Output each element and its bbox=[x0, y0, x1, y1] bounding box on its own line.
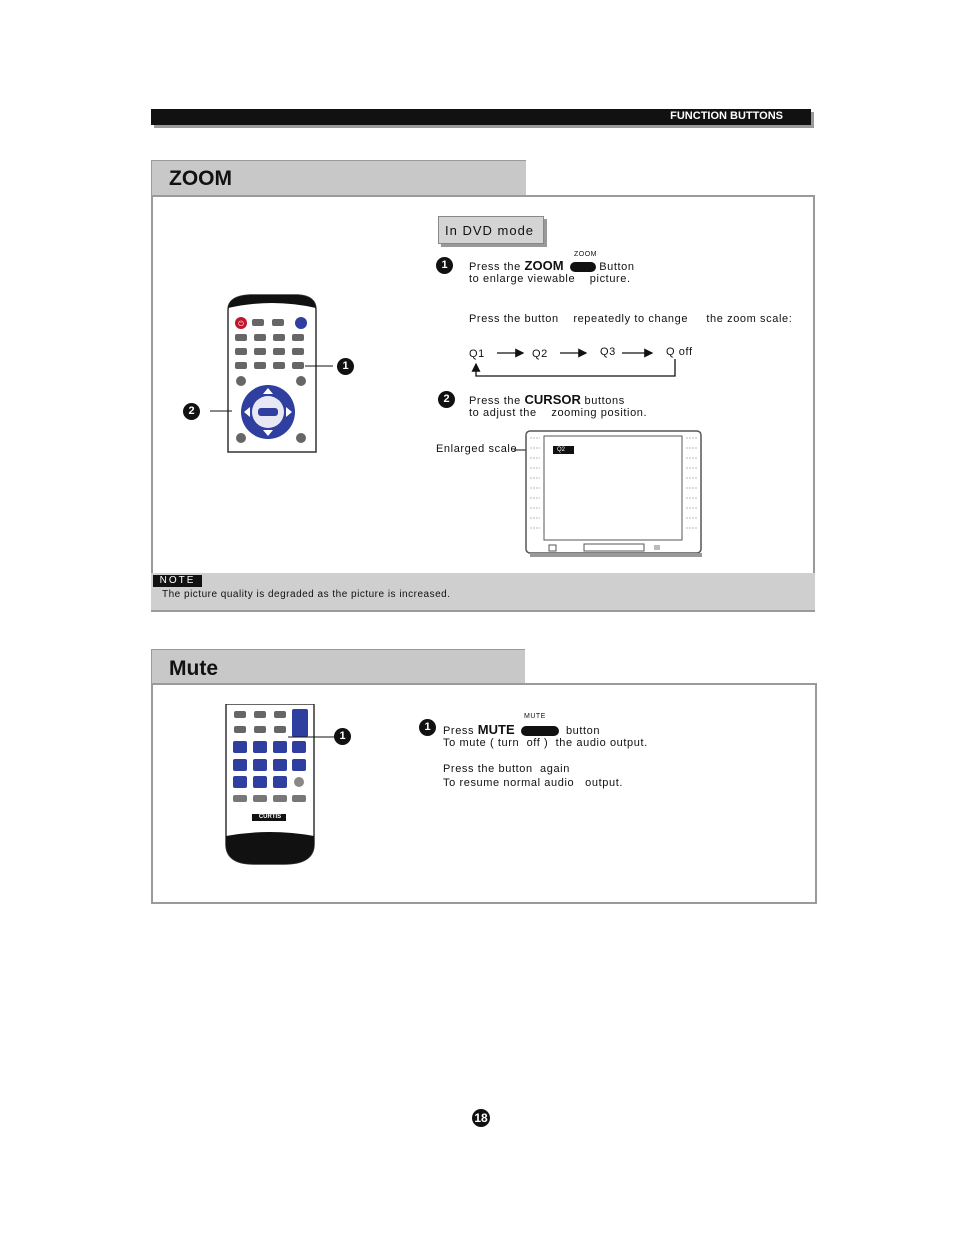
tv-screen-illustration bbox=[512, 428, 706, 560]
scale-q1: Q1 bbox=[469, 348, 485, 360]
note-tag: NOTE bbox=[153, 575, 202, 587]
zoom-section-tab bbox=[151, 160, 526, 196]
header-bar bbox=[151, 109, 811, 125]
zoom-button-name: ZOOM bbox=[524, 258, 564, 273]
cursor-button-name: CURSOR bbox=[524, 392, 581, 407]
enlarged-scale-label: Enlarged scale bbox=[436, 443, 518, 455]
zoom-step1-line2: to enlarge viewable picture. bbox=[469, 273, 631, 285]
zoom-step2-line2: to adjust the zooming position. bbox=[469, 407, 648, 419]
screen-zoom-tag: Q2 bbox=[553, 446, 574, 454]
zoom-button-small-label: ZOOM bbox=[574, 251, 597, 258]
remote-brand-logo: CURTIS bbox=[258, 814, 282, 820]
mute-section-title: Mute bbox=[169, 657, 218, 680]
scale-cycle-arrows bbox=[468, 342, 683, 382]
zoom-button-icon bbox=[570, 262, 596, 272]
note-text: The picture quality is degraded as the picture is increased. bbox=[162, 589, 451, 600]
scale-q2: Q2 bbox=[532, 348, 548, 360]
scale-q3: Q3 bbox=[600, 346, 616, 358]
mute-again-line1: Press the button again bbox=[443, 763, 570, 775]
zoom-callout-2: 2 bbox=[183, 403, 200, 420]
mute-button-icon bbox=[521, 726, 559, 736]
zoom-callout-1: 1 bbox=[337, 358, 354, 375]
svg-text:⏻: ⏻ bbox=[238, 320, 244, 328]
mute-step1-line1: Press MUTE button bbox=[443, 722, 601, 737]
mute-button-name: MUTE bbox=[477, 722, 515, 737]
mute-section-tab bbox=[151, 649, 525, 684]
scale-qoff: Q off bbox=[666, 346, 693, 358]
mute-again-line2: To resume normal audio output. bbox=[443, 777, 624, 789]
header-title: FUNCTION BUTTONS bbox=[670, 110, 783, 122]
speaker-button-icon bbox=[295, 317, 307, 329]
mute-step1-number: 1 bbox=[419, 719, 436, 736]
page-number: 18 bbox=[472, 1109, 490, 1127]
mute-callout-1: 1 bbox=[334, 728, 351, 745]
zoom-repeat-text: Press the button repeatedly to change the zoom scale: bbox=[469, 313, 793, 325]
zoom-section-title: ZOOM bbox=[169, 167, 232, 190]
zoom-step2-number: 2 bbox=[438, 391, 455, 408]
zoom-step1-line1: Press the ZOOM Button bbox=[469, 258, 635, 273]
mute-button-small-label: MUTE bbox=[524, 713, 546, 720]
zoom-step2-line1: Press the CURSOR buttons bbox=[469, 392, 625, 407]
zoom-step1-number: 1 bbox=[436, 257, 453, 274]
mute-step1-line2: To mute ( turn off ) the audio output. bbox=[443, 737, 648, 749]
volume-rocker-icon bbox=[292, 709, 308, 737]
dvd-mode-label: In DVD mode bbox=[438, 216, 544, 244]
